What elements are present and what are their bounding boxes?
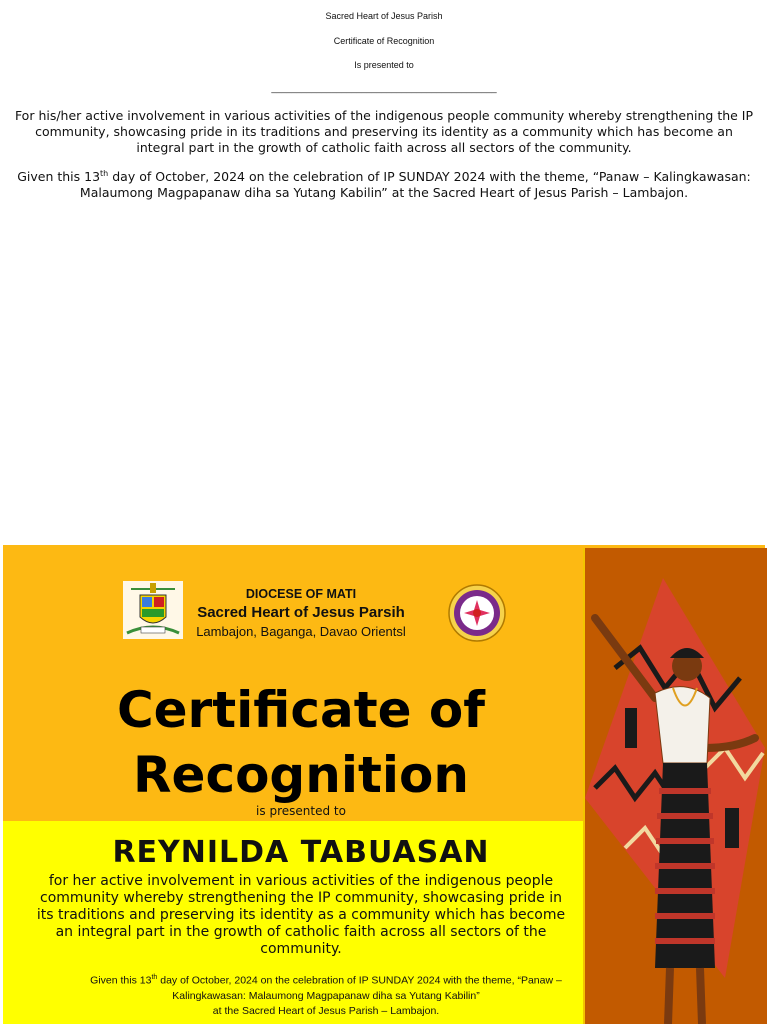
top-blank-line: _____________________________________________ bbox=[271, 83, 497, 93]
diocese-name: DIOCESE OF MATI bbox=[245, 587, 357, 601]
presented-to-text: is presented to bbox=[256, 804, 346, 818]
certificate-title-line1: Certificate of bbox=[116, 681, 486, 739]
recognition-body: for her active involvement in various activities of the indigenous people community whereby strengthening the IP community, showcasing pride in its traditions and preserving its identity as a community which has become an integral part in the growth of catholic faith across all sectors of the community. bbox=[36, 873, 566, 957]
certificate bbox=[3, 545, 765, 1024]
parish-address: Lambajon, Baganga, Davao Orientsl bbox=[196, 624, 406, 639]
parish-name: Sacred Heart of Jesus Parsih bbox=[197, 604, 405, 621]
top-paragraph: For his/her active involvement in various activities of the indigenous people community whereby strengthening the IP community, showcasing pride in its traditions and preserving its identity as a community which has become an integral part in the growth of catholic faith across all sectors of the community. bbox=[14, 108, 754, 155]
top-certificate-title: Certificate of Recognition bbox=[333, 36, 435, 46]
top-presented-to: Is presented to bbox=[354, 60, 414, 70]
certificate-title-line2: Recognition bbox=[133, 746, 469, 804]
decorative-panel bbox=[583, 548, 767, 1024]
ip-dancer-illustration bbox=[585, 548, 767, 1024]
parish-logo-icon bbox=[447, 583, 507, 643]
given-statement: Given this 13th day of October, 2024 on the celebration of IP SUNDAY 2024 with the theme, “Panaw – Kalingkawasan: Malaumong Magpapanaw diha sa Yutang Kabilin” at the Sacred Heart of Jesus Parish – Lambajon. bbox=[90, 974, 562, 1017]
top-parish-name: Sacred Heart of Jesus Parish bbox=[325, 11, 443, 21]
top-given-statement: Given this 13th day of October, 2024 on the celebration of IP SUNDAY 2024 with the theme, “Panaw – Kalingkawasan: Malaumong Magpapanaw diha sa Yutang Kabilin” at the Sacred Heart of Jesus Parish – Lambajon. bbox=[17, 169, 751, 201]
recipient-name: REYNILDA TABUASAN bbox=[112, 835, 490, 870]
